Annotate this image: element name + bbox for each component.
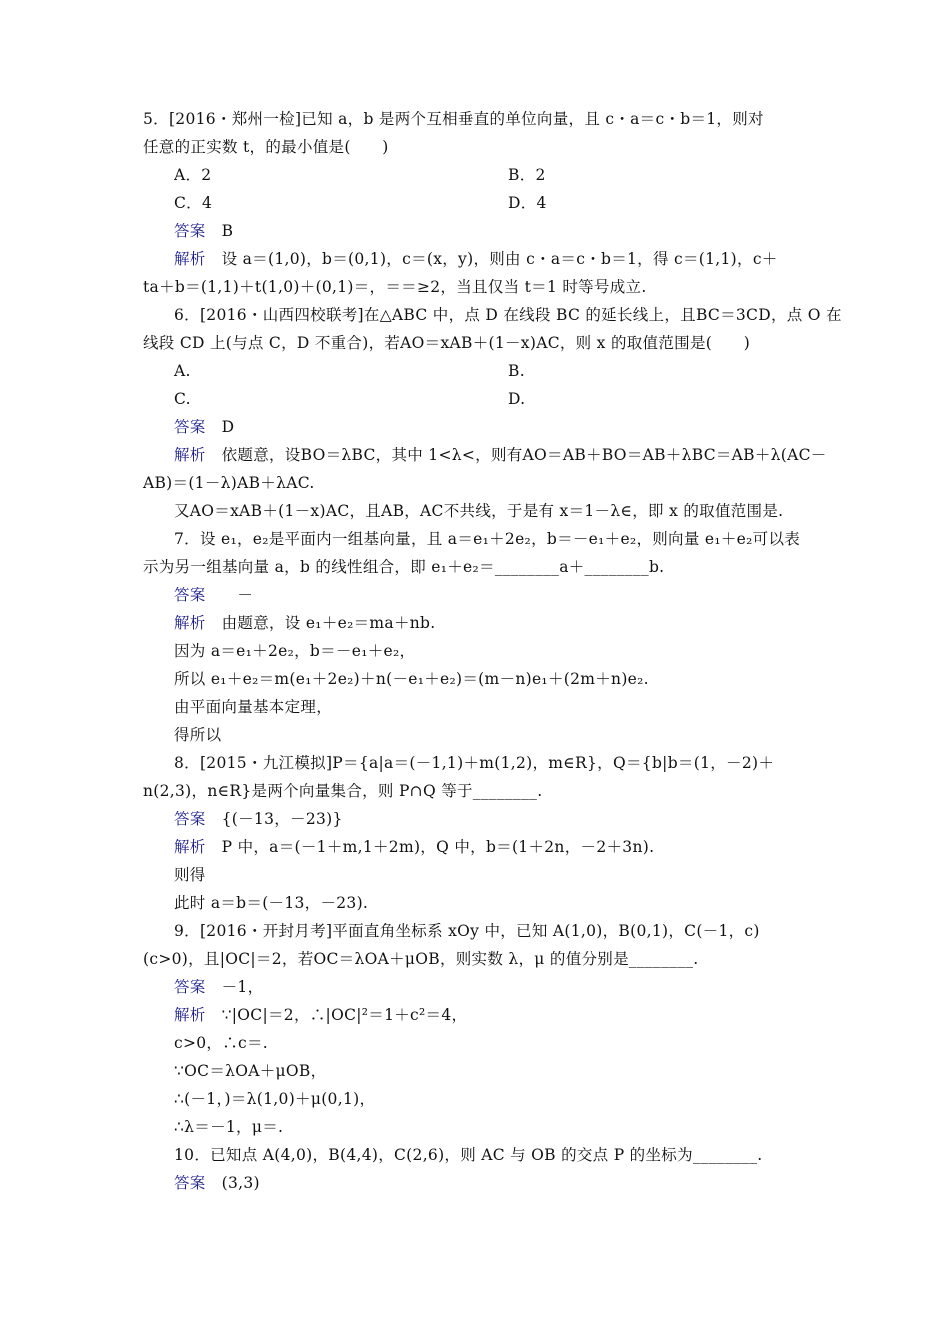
text-line [174,220,233,242]
line-text: D [221,418,235,436]
text-line [174,416,234,438]
text-line [174,752,774,774]
line-text: C. [174,390,191,408]
text-line [174,304,842,326]
line-text: B [221,222,234,240]
line-text: (3,3) [221,1174,260,1192]
text-line [174,612,435,634]
answer-label: 解析 [174,250,206,268]
text-line [174,500,783,522]
text-line [174,696,332,718]
text-line [174,1144,763,1166]
line-text: 又AO＝xAB＋(1－x)AC，且AB，AC不共线，于是有 x＝1－λ∈，即 x 的取值范围是. [174,502,784,520]
option-right: B. [508,362,525,380]
answer-label: 解析 [174,1006,206,1024]
answer-label: 答案 [174,222,206,240]
text-line [174,920,760,942]
line-text: A. [174,362,191,380]
text-line [174,164,211,186]
answer-label: 答案 [174,418,206,436]
text-line [174,1172,260,1194]
line-text: C．4 [174,194,213,212]
option-right: D．4 [508,194,547,212]
text-line [174,528,800,550]
text-line [143,136,389,158]
text-line [174,192,212,214]
line-text: 5．[2016・郑州一检]已知 a，b 是两个互相垂直的单位向量，且 c・a＝c・b＝1，则对 [143,110,764,128]
line-text: 所以 e₁＋e₂＝m(e₁＋2e₂)＋n(－e₁＋e₂)＝(m－n)e₁＋(2m＋n)e₂. [174,670,649,688]
line-text: 依题意，设BO＝λBC，其中 1<λ<，则有AO＝AB＋BO＝AB＋λBC＝AB＋λ(AC－ [221,446,827,464]
line-text: 7．设 e₁，e₂是平面内一组基向量，且 a＝e₁＋2e₂，b＝－e₁＋e₂，则向量 e₁＋e₂可以表 [174,530,801,548]
text-line [174,1004,467,1026]
line-text: －1， [221,978,264,996]
line-text: 8．[2015・九江模拟]P＝{a|a＝(－1,1)＋m(1,2)，m∈R}，Q＝{b|b＝(1，－2)＋ [174,754,775,772]
answer-label: 答案 [174,978,206,996]
text-line [174,724,221,746]
line-text: 得所以 [174,726,222,744]
answer-label: 解析 [174,838,206,856]
text-line [174,1116,283,1138]
line-text: 9．[2016・开封月考]平面直角坐标系 xOy 中，已知 A(1,0)，B(0,1)，C(－1，c) [174,922,760,940]
text-line [143,472,315,494]
text-line [174,388,191,410]
text-line [143,948,699,970]
text-line [174,444,827,466]
text-line [174,1032,268,1054]
line-text: 10．已知点 A(4,0)，B(4,4)，C(2,6)，则 AC 与 OB 的交点 P 的坐标为________. [174,1146,763,1164]
text-line [174,248,778,270]
answer-label: 解析 [174,446,206,464]
line-text: A．2 [174,166,212,184]
line-text: 由平面向量基本定理， [174,698,333,716]
answer-label: 答案 [174,810,206,828]
text-line [174,836,654,858]
text-line [174,1060,326,1082]
line-text: P 中，a＝(－1＋m,1＋2m)，Q 中，b＝(1＋2n，－2＋3n). [221,838,655,856]
line-text: n(2,3)，n∈R}是两个向量集合，则 P∩Q 等于________. [143,782,543,800]
line-text: ta＋b＝(1,1)＋t(1,0)＋(0,1)＝，＝＝≥2，当且仅当 t＝1 时等号成立. [143,278,647,296]
text-line [174,668,649,690]
text-line [143,556,664,578]
text-line [174,584,253,606]
line-text: AB)＝(1－λ)AB＋λAC. [143,474,315,492]
text-line [174,864,206,886]
line-text: 因为 a＝e₁＋2e₂，b＝－e₁＋e₂， [174,642,416,660]
line-text: ∴(－1，)＝λ(1,0)＋μ(0,1)， [174,1090,376,1108]
text-line [174,360,191,382]
text-line [174,976,263,998]
line-text: ∵OC＝λOA＋μOB， [174,1062,327,1080]
line-text: 6．[2016・山西四校联考]在△ABC 中，点 D 在线段 BC 的延长线上，且BC＝3CD，点 O 在 [174,306,842,324]
option-right: B．2 [508,166,546,184]
answer-label: 答案 [174,1174,206,1192]
text-line [143,780,542,802]
text-line [174,892,368,914]
answer-label: 解析 [174,614,206,632]
line-text: 线段 CD 上(与点 C，D 不重合)，若AO＝xAB＋(1－x)AC，则 x 的取值范围是( ) [143,334,751,352]
line-text: 示为另一组基向量 a，b 的线性组合，即 e₁＋e₂＝________a＋________b. [143,558,665,576]
line-text: 任意的正实数 t，的最小值是( ) [143,138,389,156]
line-text: (c>0)，且|OC|＝2，若OC＝λOA＋μOB，则实数 λ，μ 的值分别是________. [143,950,699,968]
line-text: ∵|OC|＝2，∴|OC|²＝1＋c²＝4， [221,1006,468,1024]
answer-label: 答案 [174,586,206,604]
line-text: 设 a＝(1,0)，b＝(0,1)，c＝(x，y)，则由 c・a＝c・b＝1，得 c＝(1,1)，c＋ [221,250,778,268]
text-line [143,332,750,354]
text-line [143,276,647,298]
line-text: c>0，∴c＝. [174,1034,269,1052]
line-text: {(－13，－23)} [221,810,343,828]
line-text: 由题意，设 e₁＋e₂＝ma＋nb. [221,614,436,632]
line-text: － [221,586,254,604]
line-text: ∴λ＝－1，μ＝. [174,1118,284,1136]
text-line [174,640,415,662]
line-text: 此时 a＝b＝(－13，－23). [174,894,369,912]
text-line [143,108,764,130]
text-line [174,1088,375,1110]
line-text: 则得 [174,866,206,884]
option-right: D. [508,390,526,408]
text-line [174,808,343,830]
